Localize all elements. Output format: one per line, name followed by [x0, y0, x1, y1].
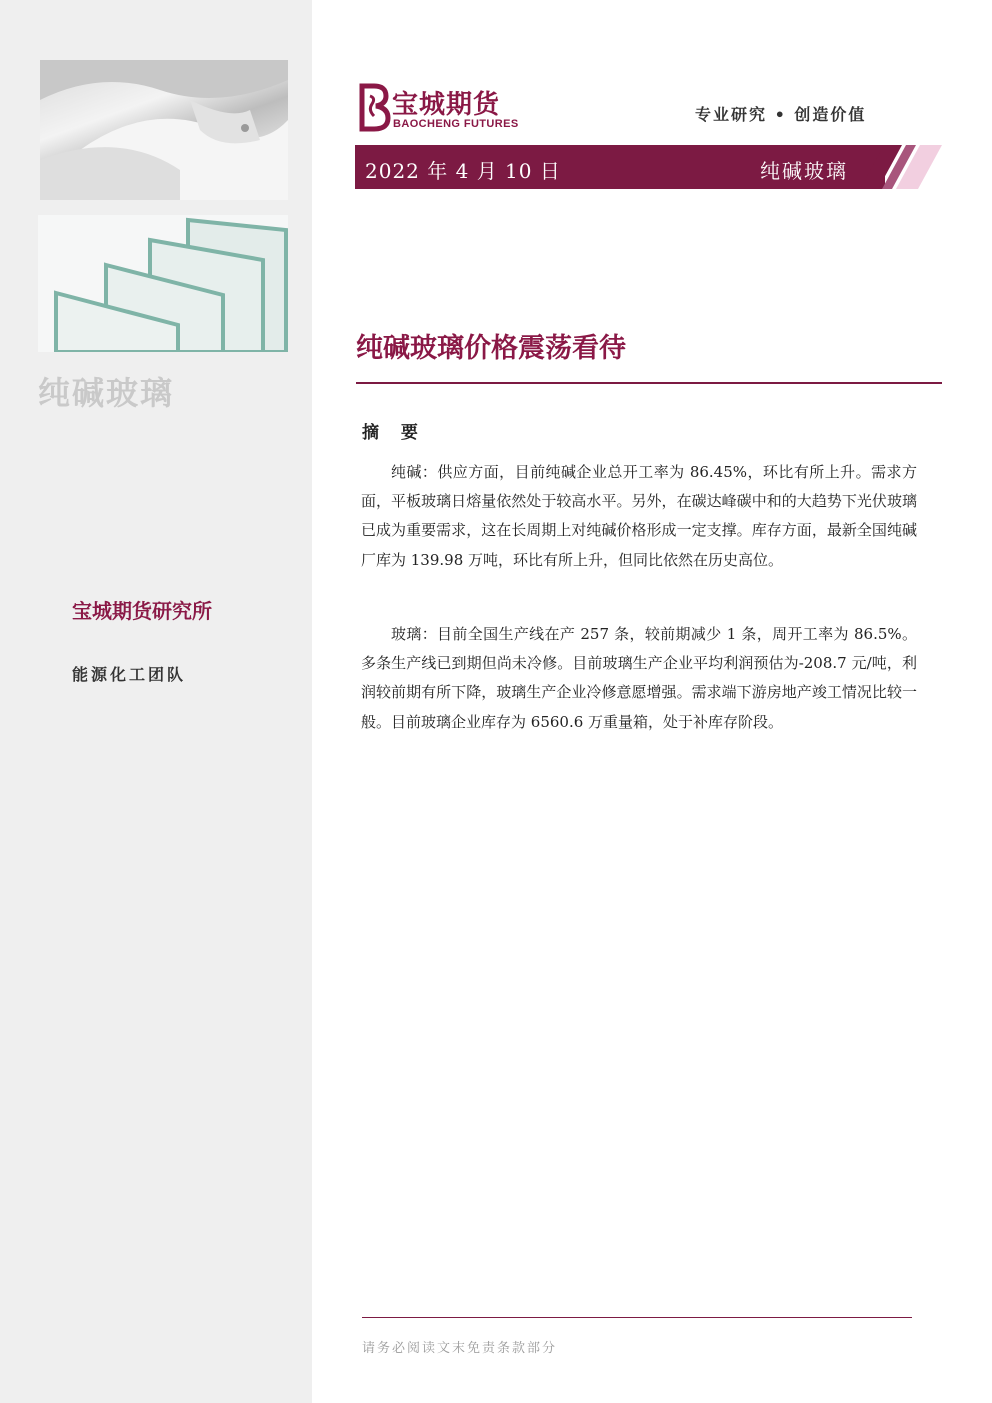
abstract-paragraph-soda-ash: 纯碱：供应方面，目前纯碱企业总开工率为 86.45%，环比有所上升。需求方面，平板玻璃日熔量依然处于较高水平。另外，在碳达峰碳中和的大趋势下光伏玻璃已成为重要需求，这在长周期上对纯碱价格形成一定支撑。库存方面，最新全国纯碱厂库为 139.98 万吨，环比有所上升，但同比依然在历史高位。: [361, 463, 917, 569]
logo-b-icon: [356, 82, 392, 132]
logo-chinese-name: 宝城期货: [392, 90, 501, 120]
sidebar: [0, 0, 312, 1403]
abstract-heading: 摘 要: [362, 423, 426, 443]
abstract-paragraph-glass: 玻璃：目前全国生产线在产 257 条，较前期减少 1 条，周开工率为 86.5%。多条生产线已到期但尚未冷修。目前玻璃生产企业平均利润预估为-208.7 元/吨，利润较前期有所下降，玻璃生产企业冷修意愿增强。需求端下游房地产竣工情况比较一般。目前玻璃企业库存为 6560.6 万重量箱，处于补库存阶段。: [361, 625, 917, 731]
team-name: 能源化工团队: [72, 665, 187, 684]
report-date: 2022 年 4 月 10 日: [365, 159, 561, 183]
sidebar-category-title: 纯碱玻璃: [38, 374, 175, 412]
glass-panes-photo: [38, 215, 288, 352]
institute-name: 宝城期货研究所: [72, 599, 212, 623]
banner-stripes-decoration: [860, 145, 942, 189]
report-title: 纯碱玻璃价格震荡看待: [356, 333, 626, 364]
slogan: 专业研究 • 创造价值: [695, 105, 867, 124]
footer-divider: [362, 1317, 912, 1318]
logo-english-name: BAOCHENG FUTURES: [393, 118, 519, 130]
title-divider: [356, 382, 942, 384]
report-category: 纯碱玻璃: [760, 159, 848, 183]
disclaimer-note: 请务必阅读文末免责条款部分: [362, 1341, 558, 1356]
soda-ash-photo: [40, 60, 288, 200]
